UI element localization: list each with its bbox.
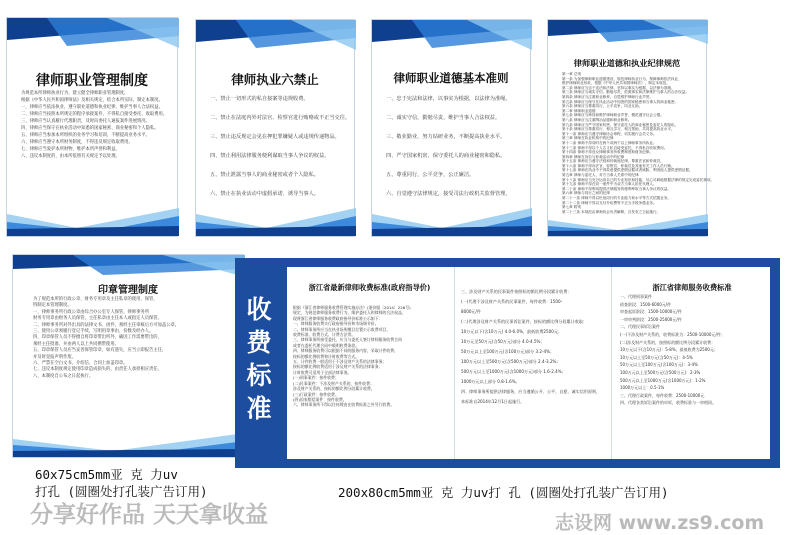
body-line: 计时收费可适用于全部法律事务。 bbox=[293, 369, 352, 375]
body-line: (二)民事案件：不涉及财产关系的，按件收费； bbox=[293, 380, 374, 386]
body-line: 六、自觉遵守法律规定，接受司法行政机关监督管理。 bbox=[386, 191, 511, 197]
body-line: 二、律师事务所对外出具的法律文书、函件，须经主任审核后方可加盖公章。 bbox=[33, 322, 180, 328]
fee-rate-line: 50万元以上至100万元(含100万元)部分 3.2-4%； bbox=[461, 349, 555, 354]
fee-rate-line: 100万元以上至500万元(含500万元)：2-3% bbox=[620, 369, 701, 375]
body-line: 第二条 律师应当忠于宪法和法律，坚持以事实为根据，以法律为准绳。 bbox=[562, 85, 675, 90]
body-line: 第四条 律师应当注重职业修养，自觉维护律师行业声誉。 bbox=[562, 94, 653, 99]
body-line: 三、律师事务所接受委托，应当与委托人签订律师服务收费合同 bbox=[293, 337, 402, 343]
body-line: 第二十三条 本规范由律师协会负责解释，自发布之日起施行。 bbox=[562, 209, 661, 214]
body-line: 五、印章保管人员应当妥善保管印章，如有遗失，应当立即报告主任， bbox=[33, 348, 167, 354]
body-line: (二)代理涉及财产关系的民事诉讼案件，按标的额比例分段累计收取： bbox=[461, 319, 588, 324]
body-line: (二)涉及财产关系的，按照标的额比例分段累计收费： bbox=[620, 339, 716, 345]
body-line: (三)行政案件：按件收费。 bbox=[293, 391, 339, 397]
side-title-char: 费 bbox=[246, 328, 272, 357]
board-body bbox=[33, 297, 223, 380]
body-line: 第十三条 律师不得以个人名义私自接受委托，不得私自收取费用。 bbox=[562, 145, 668, 150]
body-line: 第一章 总则 bbox=[562, 72, 582, 76]
fee-rate-line: 500万元以上至1000万元(含1000万元)部分 1.6-2.4%； bbox=[461, 369, 566, 374]
body-line: 第二十二条 律师不得以支付介绍费等不正当手段争揽业务。 bbox=[562, 200, 657, 205]
top-wave-decoration bbox=[372, 20, 532, 54]
mounting-caption-small: 打孔 (圆圈处打孔装广告订用) bbox=[35, 484, 208, 499]
board-title: 律师职业道德和执业纪律规范 bbox=[573, 58, 681, 68]
fee-rate-line: 1000万元以上部分 0.8-1.6%。 bbox=[461, 379, 520, 384]
fee-column-body bbox=[293, 305, 446, 408]
fee-column-body bbox=[461, 287, 605, 407]
body-line: 第十七条 律师在执业中不得故意提供虚假证据或者威胁、利诱他人提供虚假证据。 bbox=[562, 168, 693, 173]
board-title: 律师执业六禁止 bbox=[231, 72, 319, 87]
body-line: 涉及财产关系的，按标的额比例分段累计收费。 bbox=[293, 386, 375, 392]
body-line: 第五章 律师与委托人、对方当事人关系中的纪律 bbox=[562, 173, 639, 178]
body-line: 三、禁止违反规定会见在押犯罪嫌疑人或违规传递物品。 bbox=[210, 134, 340, 140]
body-line: 三、涉及财产关系的民事案件按照标的额比例分段累计收费： bbox=[461, 289, 572, 294]
body-line: 三、律师应当认真履行代理职责，及时向委托人通报案件进展情况。 bbox=[21, 119, 150, 124]
body-line: 第十九条 律师不得在同一案件中为双方当事人担任代理人。 bbox=[562, 182, 657, 187]
body-line: (四)国家赔偿案件：按件收费。 bbox=[293, 396, 347, 402]
body-line: 并及时登报声明作废。 bbox=[33, 354, 76, 360]
bottom-wave-decoration bbox=[13, 423, 245, 457]
fee-standard-board bbox=[235, 258, 780, 468]
board-title: 律师职业管理制度 bbox=[36, 73, 148, 89]
body-line: (一)刑事案件：按件收费； bbox=[293, 375, 339, 381]
fee-rate-line: 1000万元以上：0.5-1% bbox=[620, 385, 665, 391]
body-line: 第六章 律师与同行之间的纪律 bbox=[562, 191, 610, 196]
body-line: 本标准自2014年12月1日起施行。 bbox=[461, 399, 525, 404]
body-line: 八、违反本制度的，由本所依照有关规定予以处理。 bbox=[21, 154, 120, 159]
body-line: 第十八条 律师应当充分运用自己的专业知识和技能，尽心尽职地根据法律的规定完成委托事项。 bbox=[562, 177, 715, 182]
body-line: 四、律师应当保守在执业活动中知悉的国家秘密、商业秘密和个人隐私。 bbox=[21, 126, 159, 131]
body-line: 二、代理民事诉讼案件 bbox=[620, 324, 660, 330]
body-line: 维护律师职业形象，根据《中华人民共和国律师法》，制定本规范。 bbox=[562, 81, 670, 86]
body-line: 四、严守国家机密，保守委托人的商业秘密和隐私。 bbox=[386, 153, 506, 159]
fee-column-body bbox=[620, 293, 764, 407]
fee-panel bbox=[287, 267, 770, 459]
body-line: 四、律师事务所提供法律服务，应当遵循公开、公平、自愿、诚实信用原则， bbox=[461, 389, 601, 394]
body-line: 第十二条 律师不得同时在两个或两个以上律师事务所执业。 bbox=[562, 140, 657, 145]
top-wave-decoration bbox=[196, 20, 356, 54]
body-line: 五、禁止泄露当事人的商业秘密或者个人隐私。 bbox=[210, 172, 319, 178]
body-line: 一、律师应当依法执业，遵守职业道德和执业纪律，维护当事人合法权益。 bbox=[21, 105, 163, 110]
size-caption-small: 60x75cm5mm亚 克 力uv bbox=[35, 467, 178, 482]
body-line: 第七条 律师应当珍视和维护律师职业声誉，模范遵守社会公德。 bbox=[562, 113, 664, 118]
fee-side-title bbox=[235, 258, 283, 468]
body-line: 二、律师应当按照本所规定的程序承接案件，不得私自接受委托、收取费用。 bbox=[21, 112, 168, 117]
body-line: 第五条 律师应当保守在执业活动中知悉的国家秘密和当事人的商业秘密。 bbox=[562, 99, 679, 104]
body-line: 七、律师应当爱护本所财物，维护本所声誉和利益。 bbox=[21, 147, 120, 152]
board-six-prohibitions bbox=[195, 19, 355, 237]
body-line: 六、严禁在空白文书、介绍信、合同上加盖印章。 bbox=[33, 361, 128, 367]
body-line: 一、禁止一切形式的私自接案等违规收费。 bbox=[210, 96, 309, 102]
bottom-wave-decoration bbox=[548, 202, 708, 236]
body-line: 收费标准、收费方式、计费方法等。 bbox=[293, 332, 356, 338]
body-line: 现将浙江省律师服务收费政府指导价标准公示如下： bbox=[293, 315, 383, 321]
body-line: 8000元/件 bbox=[461, 309, 481, 314]
body-line: 按标的额比例收费适用于涉及财产关系的法律事务； bbox=[293, 364, 383, 370]
body-line: 第三章 律师在执业机构中的纪律 bbox=[562, 136, 614, 141]
body-line: 第六条 律师应当尊重同行，公平竞争，同业互助。 bbox=[562, 104, 643, 109]
body-line: 第四章 律师在诉讼与仲裁活动中的纪律 bbox=[562, 154, 625, 159]
bottom-wave-decoration bbox=[372, 202, 532, 236]
fee-rate-line: 10万元至50万元(含50万元)部分 4.0-4.5%； bbox=[461, 339, 545, 344]
board-body bbox=[21, 90, 168, 160]
side-title-char: 标 bbox=[246, 361, 272, 390]
fee-rate-line: 10万元以下(含10万元)：5-8%，最低收费为2500元； bbox=[620, 347, 718, 353]
body-line: 第七章 附则 bbox=[562, 205, 582, 210]
body-line: 八、本制度自公布之日起执行。 bbox=[33, 373, 94, 379]
body-line: 根据《中华人民共和国律师法》及相关规定，结合本所实际，制定本制度。 bbox=[21, 98, 163, 103]
side-title-char: 收 bbox=[246, 295, 272, 324]
body-line: 按标的额比例收费和计时收费等方式。 bbox=[293, 353, 360, 359]
board-seal bbox=[12, 254, 244, 458]
top-wave-decoration bbox=[548, 20, 708, 54]
body-line: 二、诚实守信，勤勉尽责，维护当事人合法权益。 bbox=[386, 115, 501, 121]
body-line: 五、尊重同行，公平竞争，公正廉洁。 bbox=[386, 172, 475, 178]
fee-column-title: 浙江省最新律师收费标准(政府指导价) bbox=[308, 283, 431, 292]
body-line: 第一条 为加强律师职业道德建设，规范律师执业行为，保障律师依法执业， bbox=[562, 76, 682, 81]
board-ethics bbox=[371, 19, 531, 237]
fee-rate-line: 50万元以上至100万元(含100万元)：3-4% bbox=[620, 362, 698, 368]
watermark-slogan: 分享好作品 天天拿收益 bbox=[30, 502, 269, 528]
board-body bbox=[562, 72, 715, 214]
board-title: 律师职业道德基本准则 bbox=[393, 71, 509, 85]
fee-column-guidance bbox=[287, 267, 452, 459]
body-line: 财务专用章由财务人员保管，主任私章由主任本人或指定人员保管。 bbox=[33, 316, 162, 322]
body-line: 四、律师服务收费可以根据不同的服务内容，采取计件收费、 bbox=[293, 348, 399, 354]
size-caption-large: 200x80cm5mm亚 克 力uv打 孔 (圆圈处打孔装广告订用) bbox=[338, 485, 669, 500]
fee-column-property bbox=[454, 267, 612, 459]
board-title: 印章管理制度 bbox=[98, 285, 158, 296]
fee-rate-line: 一审审判阶段：2500-25000元/件 bbox=[620, 316, 682, 322]
body-line: (一)代理不涉及财产关系的民事案件，每件收费：1500- bbox=[461, 299, 563, 304]
body-line: 三、敬业勤业，努力钻研业务，不断提高执业水平。 bbox=[386, 134, 506, 140]
body-line: 四、印章保管人员不得擅自将印章带出所外，确因工作需要带出的， bbox=[33, 335, 162, 341]
side-title-char: 准 bbox=[246, 394, 272, 423]
body-line: 一、律师服务收费实行政府指导价和市场调节价。 bbox=[293, 321, 379, 327]
body-line: 第十条 律师应当尊重同行，相互学习，相互帮助，共同提高执业水平。 bbox=[562, 127, 675, 132]
body-line: 第八条 律师应当注重陶冶品德和职业修养。 bbox=[562, 117, 632, 122]
body-line: 特制定本管理制度。 bbox=[33, 303, 72, 309]
body-line: 一、律师事务所行政公章由综合办公室专人保管，律师事务所 bbox=[33, 309, 150, 315]
body-line: 七、违反本制度规定使用印章造成损失的，由责任人承担相应责任。 bbox=[33, 367, 162, 373]
body-line: 或者在委托代理合同中载明收费条款。 bbox=[293, 342, 360, 348]
fee-rate-line: 100万元以上至500万元(含500万元)部分 2.4-3.2%； bbox=[461, 359, 561, 364]
body-line: 为了规范本所的行政公章、财务专用章及主任私章的使用、保管， bbox=[33, 297, 158, 302]
body-line: 规定，为规范律师服务收费行为，维护委托人和律师的合法权益， bbox=[293, 310, 406, 316]
body-line: 第二十条 律师不得利用提供法律服务的便利牟取当事人争议的权益。 bbox=[562, 186, 671, 191]
fee-rate-line: 10万元以下(含10万元) 4.0-6.0%，最低收费2500元； bbox=[461, 329, 563, 334]
body-line: 第二章 律师职业道德 bbox=[562, 108, 596, 113]
bottom-wave-decoration bbox=[7, 202, 179, 236]
fee-rate-line: 10万元以上至50万元(含50万元)：4-5% bbox=[620, 354, 693, 360]
fee-column-title: 浙江省律师服务收费标准 bbox=[652, 283, 732, 292]
body-line: 第二十一条 律师不得以贬低同行的专业能力和水平等方式招揽业务。 bbox=[562, 196, 671, 201]
body-line: 第九条 律师应当严守国家机密，保守委托人的商业秘密及委托人的隐私。 bbox=[562, 122, 679, 127]
board-management bbox=[6, 17, 178, 237]
body-line: 为规范本所律师执业行为，建立健全律师职业管理制度， bbox=[21, 91, 129, 96]
top-wave-decoration bbox=[7, 18, 179, 52]
body-line: 二、禁止在法庭内外对法官、检察官进行贿赂或不正当交往。 bbox=[210, 115, 351, 121]
body-line: 三、使用公章须履行登记手续，写明用章事由、份数及经办人。 bbox=[33, 329, 154, 335]
body-line: 四、禁止利用法律服务便利谋取当事人争议的权益。 bbox=[210, 153, 330, 159]
fee-rate-line: 500万元以上至1000万元(含1000万元)：1-2% bbox=[620, 377, 706, 383]
body-line: 第十四条 律师不得违反律师事务所收费制度和财务纪律。 bbox=[562, 150, 653, 155]
body-line: 六、律师事务所不得以任何理由在收费标准之外另行收费。 bbox=[293, 402, 395, 408]
body-line: 六、律师应当遵守本所财务制度，不得违反规定收取费用。 bbox=[21, 140, 133, 145]
body-line: 一、代理刑事案件 bbox=[620, 294, 652, 299]
body-line: 第三条 律师应当诚实守信，勤勉尽责，依照事实和法律维护当事人的合法权益。 bbox=[562, 90, 689, 95]
body-line: 五、计件收费一般适用于不涉及财产关系的法律事务； bbox=[293, 359, 387, 365]
body-line: 二、律师事务所应当在执业场所醒目位置公示收费项目、 bbox=[293, 326, 391, 332]
fee-rate-line: 审查起诉阶段：1500-10000元/件 bbox=[620, 309, 682, 315]
board-body bbox=[386, 90, 516, 204]
body-line: 五、律师应当参加本所组织的业务学习和培训，不断提高业务水平。 bbox=[21, 133, 150, 138]
body-line: 须经主任批准，并由两人以上共同携带使用。 bbox=[33, 341, 119, 347]
board-discipline bbox=[547, 19, 715, 237]
body-line: 四、代理各类诉讼案件的申诉，收费标准与一审相同。 bbox=[620, 400, 716, 406]
body-line: 第十六条 律师不得向法官、检察官、仲裁员及其他有关工作人员行贿。 bbox=[562, 163, 675, 168]
fee-rate-line: 侦查阶段：1500-6000元/件 bbox=[620, 301, 672, 307]
body-line: 一、忠于宪法和法律，以事实为根据，以法律为准绳。 bbox=[386, 96, 511, 102]
bottom-wave-decoration bbox=[196, 202, 356, 236]
fee-column-standard bbox=[614, 267, 770, 459]
body-line: 六、禁止在执业活动中虚假承诺、诱导当事人。 bbox=[210, 191, 319, 197]
body-line: 第十五条 律师应当遵守法庭和仲裁庭纪律，尊重法官和仲裁员。 bbox=[562, 159, 664, 164]
body-line: (一)不涉及财产关系的，收费标准为：2500-10000元/件； bbox=[620, 331, 725, 337]
body-line: 第十一条 律师应当遵守律师协会章程，切实履行会员义务。 bbox=[562, 131, 657, 136]
board-body bbox=[210, 90, 351, 204]
body-line: 根据《浙江省律师服务收费管理实施办法》(浙价服〔2014〕226号) bbox=[293, 305, 411, 310]
watermark-site: 志设网 www.zs9.com bbox=[555, 512, 765, 534]
body-line: 三、代理行政案件，每件收费：2500-10000元 bbox=[620, 392, 705, 398]
